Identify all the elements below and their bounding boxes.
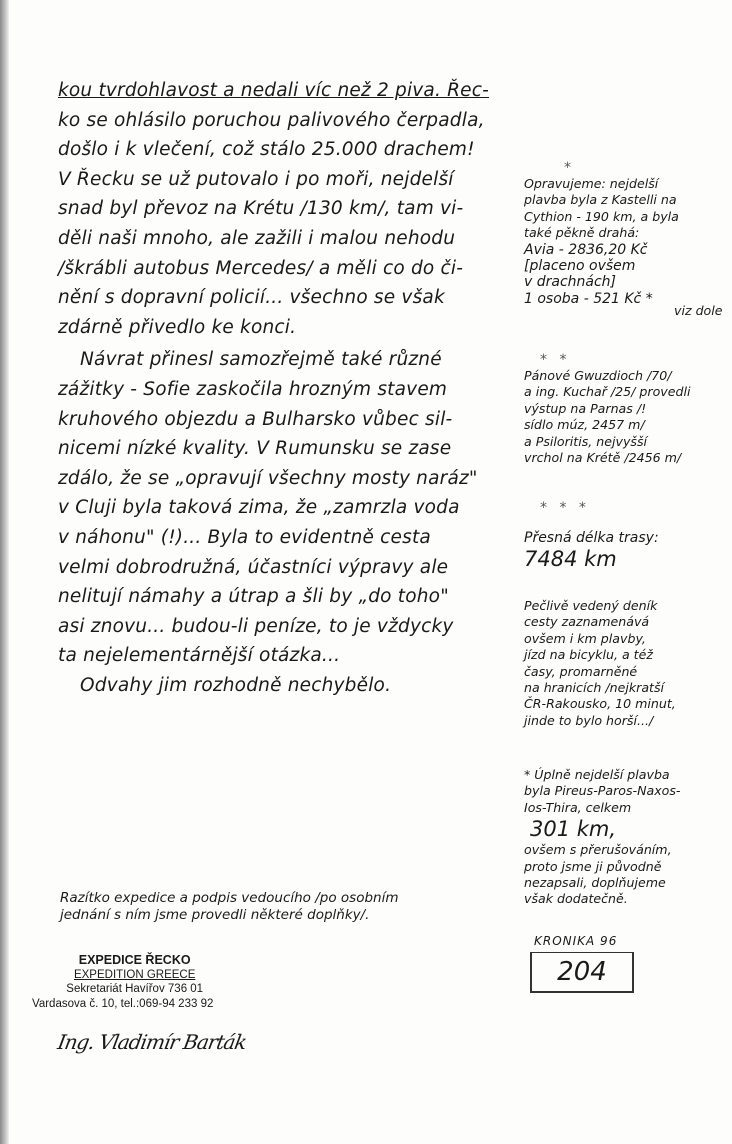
note-line: * Úplně nejdelší plavba: [524, 767, 670, 782]
note-line: Ios-Thira, celkem: [524, 799, 632, 815]
text-line: /škrábli autobus Mercedes/ a měli co do či-: [58, 257, 464, 279]
asterisk-marker: *: [564, 160, 575, 176]
page-binding-edge: [0, 0, 9, 1144]
distance-value: 301 km,: [530, 817, 617, 842]
text-line: došlo i k vlečení, což stálo 25.000 drachem!: [58, 139, 475, 161]
sidebar-route-length: [524, 500, 729, 572]
expedition-stamp: [32, 953, 214, 1011]
see-below-note: viz dole: [674, 303, 723, 319]
text-line: v Cluji byla taková zima, že „zamrzla voda: [58, 497, 460, 519]
note-line: byla Pireus-Paros-Naxos-: [524, 783, 681, 799]
note-line: vrchol na Krétě /2456 m/: [524, 450, 682, 466]
note-line: cesty zaznamenává: [524, 614, 650, 630]
text-line: zdárně přivedlo ke konci.: [58, 316, 297, 338]
note-line: nezapsali, doplňujeme: [524, 875, 666, 891]
note-line: a ing. Kuchař /25/ provedli: [524, 384, 691, 400]
page-number: 204: [530, 952, 634, 993]
note-line: na hranicích /nejkratší: [524, 680, 665, 696]
text-line: Návrat přinesl samozřejmě také různé: [80, 349, 442, 371]
note-line: časy, promarněné: [524, 663, 638, 679]
note-line: Razítko expedice a podpis vedoucího /po osobním: [60, 890, 399, 906]
note-line: jinde to bylo horší.../: [524, 712, 654, 728]
signature: Ing. Vladimír Barták: [55, 1030, 248, 1054]
stamp-title: EXPEDICE ŘECKO: [78, 953, 191, 967]
note-line: také pěkně drahá:: [524, 225, 640, 241]
stamp-subtitle: EXPEDITION GREECE: [73, 968, 196, 981]
stamp-address: Sekretariát Havířov 736 01: [66, 983, 204, 995]
route-length-value: 7484 km: [524, 547, 617, 572]
note-line: Cythion - 190 km, a byla: [524, 208, 679, 224]
text-line: velmi dobrodružná, účastníci výpravy ale: [58, 556, 449, 578]
note-line: 1 osoba - 521 Kč *: [524, 290, 653, 307]
text-line: Odvahy jim rozhodně nechybělo.: [80, 674, 392, 696]
main-handwritten-text: [58, 76, 508, 700]
note-line: ovšem i km plavby,: [524, 630, 646, 646]
text-line: kruhového objezdu a Bulharsko vůbec sil-: [58, 408, 453, 430]
stamp-note: [60, 890, 398, 924]
note-line: v drachnách]: [524, 274, 617, 291]
note-line: Pánové Gwuzdioch /70/: [524, 368, 672, 383]
note-line: jízd na bicyklu, a též: [524, 647, 653, 663]
sidebar-correction-note: [524, 160, 729, 320]
text-line: děli naši mnoho, ale zažili i malou nehodu: [58, 227, 456, 249]
note-line: Avia - 2836,20 Kč: [524, 241, 648, 258]
text-line: V Řecku se už putovalo i po moři, nejdelší: [58, 168, 454, 190]
text-line: ta nejelementárnější otázka...: [58, 645, 341, 667]
chronicle-label: KRONIKA 96: [534, 934, 618, 948]
text-line: ko se ohlásilo poruchou palivového čerpadla,: [58, 109, 485, 131]
note-line: Pečlivě vedený deník: [524, 598, 658, 613]
note-line: jednání s ním jsme provedli některé doplňky/.: [60, 907, 370, 923]
route-length-label: Přesná délka trasy:: [524, 530, 659, 546]
text-line: zážitky - Sofie zaskočila hrozným stavem: [58, 378, 448, 400]
sidebar-diary-note: [524, 598, 729, 729]
text-line: kou tvrdohlavost a nedali víc než 2 piva. Řec-: [58, 80, 490, 101]
sidebar-footnote: [524, 767, 729, 908]
sidebar-climb-note: [524, 352, 729, 466]
note-line: a Psiloritis, nejvyšší: [524, 433, 648, 449]
text-line: zdálo, že se „opravují všechny mosty naráz": [58, 467, 478, 489]
text-line: nění s dopravní policií... všechno se však: [58, 287, 445, 309]
note-line: výstup na Parnas /!: [524, 400, 647, 416]
text-line: snad byl převoz na Krétu /130 km/, tam vi-: [58, 198, 464, 220]
note-line: plavba byla z Kastelli na: [524, 192, 677, 208]
text-line: v náhonu" (!)... Byla to evidentně cesta: [58, 526, 431, 548]
note-line: ČR-Rakousko, 10 minut,: [524, 696, 676, 712]
note-line: [placeno ovšem: [524, 258, 636, 275]
note-line: ovšem s přerušováním,: [524, 842, 672, 858]
note-line: však dodatečně.: [524, 891, 628, 907]
text-line: asi znovu... budou-li peníze, to je vždycky: [58, 615, 454, 637]
asterisk-marker: * * *: [540, 500, 590, 516]
note-line: sídlo múz, 2457 m/: [524, 417, 645, 433]
asterisk-marker: * *: [540, 352, 571, 368]
note-line: Opravujeme: nejdelší: [524, 176, 659, 191]
note-line: proto jsme ji původně: [524, 858, 662, 874]
text-line: nelitují námahy a útrap a šli by „do toho": [58, 586, 449, 608]
text-line: nicemi nízké kvality. V Rumunsku se zase: [58, 438, 452, 460]
stamp-contact: Vardasova č. 10, tel.:069-94 233 92: [32, 997, 214, 1010]
